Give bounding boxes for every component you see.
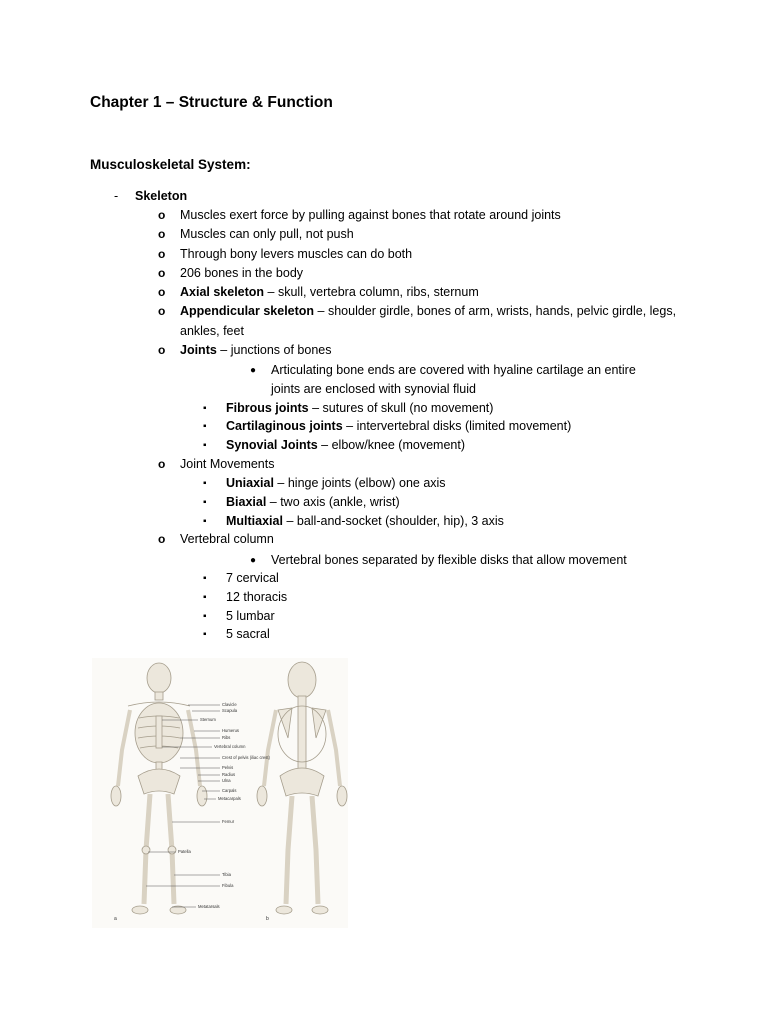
caption-b: b [266, 916, 269, 922]
label-carpals: Carpals [222, 788, 237, 793]
term: Biaxial [226, 495, 267, 509]
o-bullet: o [158, 532, 166, 546]
right-patella [142, 846, 150, 854]
term: Multiaxial [226, 514, 283, 528]
skeleton-figure [92, 658, 348, 928]
list-item [180, 283, 479, 302]
square-bullet: ▪ [203, 478, 207, 489]
label-scapula: Scapula [222, 708, 238, 713]
section-heading: Musculoskeletal System: [90, 157, 251, 172]
list-item: 7 cervical [226, 571, 279, 585]
label-fibula: Fibula [222, 883, 234, 888]
definition: – intervertebral disks (limited movement) [342, 419, 572, 433]
label-tibia: Tibia [222, 872, 231, 877]
definition: – sutures of skull (no movement) [308, 401, 494, 415]
square-bullet: ▪ [203, 573, 207, 584]
dot-bullet: ● [250, 365, 257, 376]
o-bullet: o [158, 343, 166, 357]
list-item: Through bony levers muscles can do both [180, 247, 413, 261]
skull-back [288, 662, 316, 698]
label-vertebral-column: Vertebral column [214, 744, 246, 749]
left-patella [168, 846, 176, 854]
dot-bullet: ● [250, 555, 257, 566]
o-bullet: o [158, 208, 166, 222]
label-iliac-crest: Crest of pelvis (iliac crest) [222, 755, 270, 760]
definition: – shoulder girdle, bones of arm, wrists, hands, pelvic girdle, legs, [314, 304, 677, 318]
list-item: Muscles can only pull, not push [180, 227, 354, 241]
list-item [226, 474, 446, 493]
term: Cartilaginous joints [226, 419, 343, 433]
label-ulna: Ulna [222, 778, 231, 783]
right-foot-back [276, 906, 292, 914]
list-item [226, 399, 493, 418]
list-item-continuation: ankles, feet [180, 324, 244, 338]
dash-bullet: - [114, 189, 119, 203]
pelvis [138, 769, 180, 794]
list-item: 5 sacral [226, 627, 270, 641]
square-bullet: ▪ [203, 592, 207, 603]
list-item [180, 302, 676, 321]
square-bullet: ▪ [203, 629, 207, 640]
square-bullet: ▪ [203, 440, 207, 451]
list-item: 12 thoracis [226, 590, 288, 604]
definition: – junctions of bones [216, 343, 332, 357]
list-item: 206 bones in the body [180, 266, 304, 280]
definition: – ball-and-socket (shoulder, hip), 3 axis [282, 514, 504, 528]
o-bullet: o [158, 266, 166, 280]
right-hand-back [257, 786, 267, 806]
list-item-skeleton: Skeleton [135, 189, 188, 203]
list-item: Joint Movements [180, 457, 275, 471]
document-title: Chapter 1 – Structure & Function [90, 94, 333, 111]
label-metatarsals: Metatarsals [198, 904, 220, 909]
term: Synovial Joints [226, 438, 318, 452]
pelvis-back [280, 768, 324, 796]
list-item [226, 417, 571, 436]
list-item [226, 512, 504, 531]
o-bullet: o [158, 227, 166, 241]
label-radius: Radius [222, 772, 236, 777]
list-item: 5 lumbar [226, 609, 275, 623]
label-sternum: Sternum [200, 717, 216, 722]
cervical-spine [155, 692, 163, 700]
term: Joints [180, 343, 217, 357]
o-bullet: o [158, 457, 166, 471]
term: Uniaxial [226, 476, 274, 490]
o-bullet: o [158, 285, 166, 299]
right-hand [111, 786, 121, 806]
label-metacarpals: Metacarpals [218, 796, 241, 801]
label-pelvis: Pelvis [222, 765, 234, 770]
label-ribs: Ribs [222, 735, 231, 740]
term: Appendicular skeleton [180, 304, 315, 318]
o-bullet: o [158, 304, 166, 318]
left-hand [197, 786, 207, 806]
definition: – two axis (ankle, wrist) [266, 495, 400, 509]
left-hand-back [337, 786, 347, 806]
term: Fibrous joints [226, 401, 309, 415]
list-item-continuation: joints are enclosed with synovial fluid [271, 382, 476, 396]
right-foot [132, 906, 148, 914]
term: Axial skeleton [180, 285, 265, 299]
list-item: Articulating bone ends are covered with hyaline cartilage an entire [271, 363, 636, 377]
label-femur: Femur [222, 819, 235, 824]
list-item: Vertebral bones separated by flexible disks that allow movement [271, 553, 627, 567]
square-bullet: ▪ [203, 421, 207, 432]
definition: – hinge joints (elbow) one axis [273, 476, 446, 490]
square-bullet: ▪ [203, 611, 207, 622]
list-item [226, 436, 465, 455]
list-item [180, 341, 331, 360]
list-item: Vertebral column [180, 532, 274, 546]
definition: – elbow/knee (movement) [317, 438, 465, 452]
left-foot-back [312, 906, 328, 914]
square-bullet: ▪ [203, 516, 207, 527]
list-item: Muscles exert force by pulling against bones that rotate around joints [180, 208, 561, 222]
o-bullet: o [158, 247, 166, 261]
skull [147, 663, 171, 693]
sternum [156, 716, 162, 748]
square-bullet: ▪ [203, 497, 207, 508]
list-item [226, 493, 400, 512]
caption-a: a [114, 916, 117, 922]
label-humerus: Humerus [222, 728, 239, 733]
definition: – skull, vertebra column, ribs, sternum [264, 285, 479, 299]
vertebral-column [298, 696, 306, 776]
label-patella: Patella [178, 849, 191, 854]
label-clavicle: Clavicle [222, 702, 237, 707]
square-bullet: ▪ [203, 403, 207, 414]
